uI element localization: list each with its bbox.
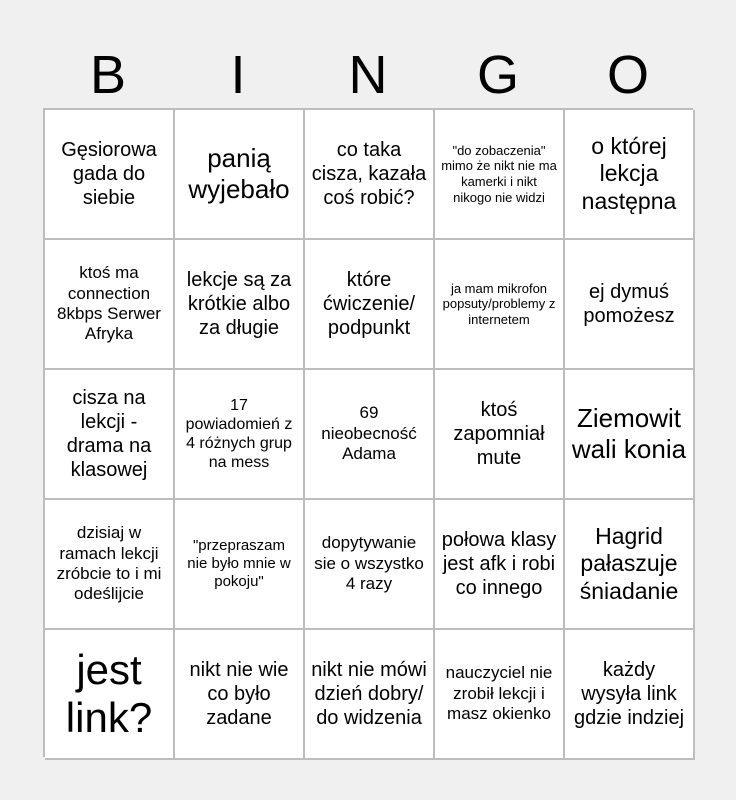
bingo-header [43,42,693,108]
bingo-cell[interactable]: o której lekcja następna [565,110,695,240]
bingo-cell[interactable]: 69 nieobecność Adama [305,370,435,500]
bingo-cell[interactable]: Hagrid pałaszuje śniadanie [565,500,695,630]
bingo-cell[interactable]: Ziemowit wali konia [565,370,695,500]
bingo-cell[interactable]: ej dymuś pomożesz [565,240,695,370]
bingo-cell[interactable]: które ćwiczenie/ podpunkt [305,240,435,370]
bingo-cell[interactable]: 17 powiadomień z 4 różnych grup na mess [175,370,305,500]
header-letter-i: I [230,45,246,105]
header-letter-o: O [606,45,649,105]
bingo-cell[interactable]: każdy wysyła link gdzie indziej [565,630,695,760]
bingo-cell[interactable]: dzisiaj w ramach lekcji zróbcie to i mi odeślijcie [45,500,175,630]
bingo-cell[interactable]: "do zobaczenia" mimo że nikt nie ma kamerki i nikt nikogo nie widzi [435,110,565,240]
header-letter-g: G [476,45,519,105]
bingo-cell[interactable]: lekcje są za krótkie albo za długie [175,240,305,370]
bingo-cell[interactable]: Gęsiorowa gada do siebie [45,110,175,240]
bingo-board [43,108,693,757]
bingo-cell[interactable]: nauczyciel nie zrobił lekcji i masz okienko [435,630,565,760]
bingo-cell[interactable]: dopytywanie sie o wszystko 4 razy [305,500,435,630]
bingo-cell[interactable]: jest link? [45,630,175,760]
bingo-cell[interactable]: panią wyjebało [175,110,305,240]
bingo-cell[interactable]: ktoś ma connection 8kbps Serwer Afryka [45,240,175,370]
header-letter-b: B [89,45,127,105]
bingo-cell[interactable]: nikt nie wie co było zadane [175,630,305,760]
bingo-cell[interactable]: "przepraszam nie było mnie w pokoju" [175,500,305,630]
bingo-cell[interactable]: co taka cisza, kazała coś robić? [305,110,435,240]
bingo-cell[interactable]: ktoś zapomniał mute [435,370,565,500]
bingo-cell[interactable]: ja mam mikrofon popsuty/problemy z internetem [435,240,565,370]
header-letter-n: N [348,45,388,105]
bingo-cell[interactable]: połowa klasy jest afk i robi co innego [435,500,565,630]
bingo-cell[interactable]: cisza na lekcji - drama na klasowej [45,370,175,500]
bingo-cell[interactable]: nikt nie mówi dzień dobry/ do widzenia [305,630,435,760]
